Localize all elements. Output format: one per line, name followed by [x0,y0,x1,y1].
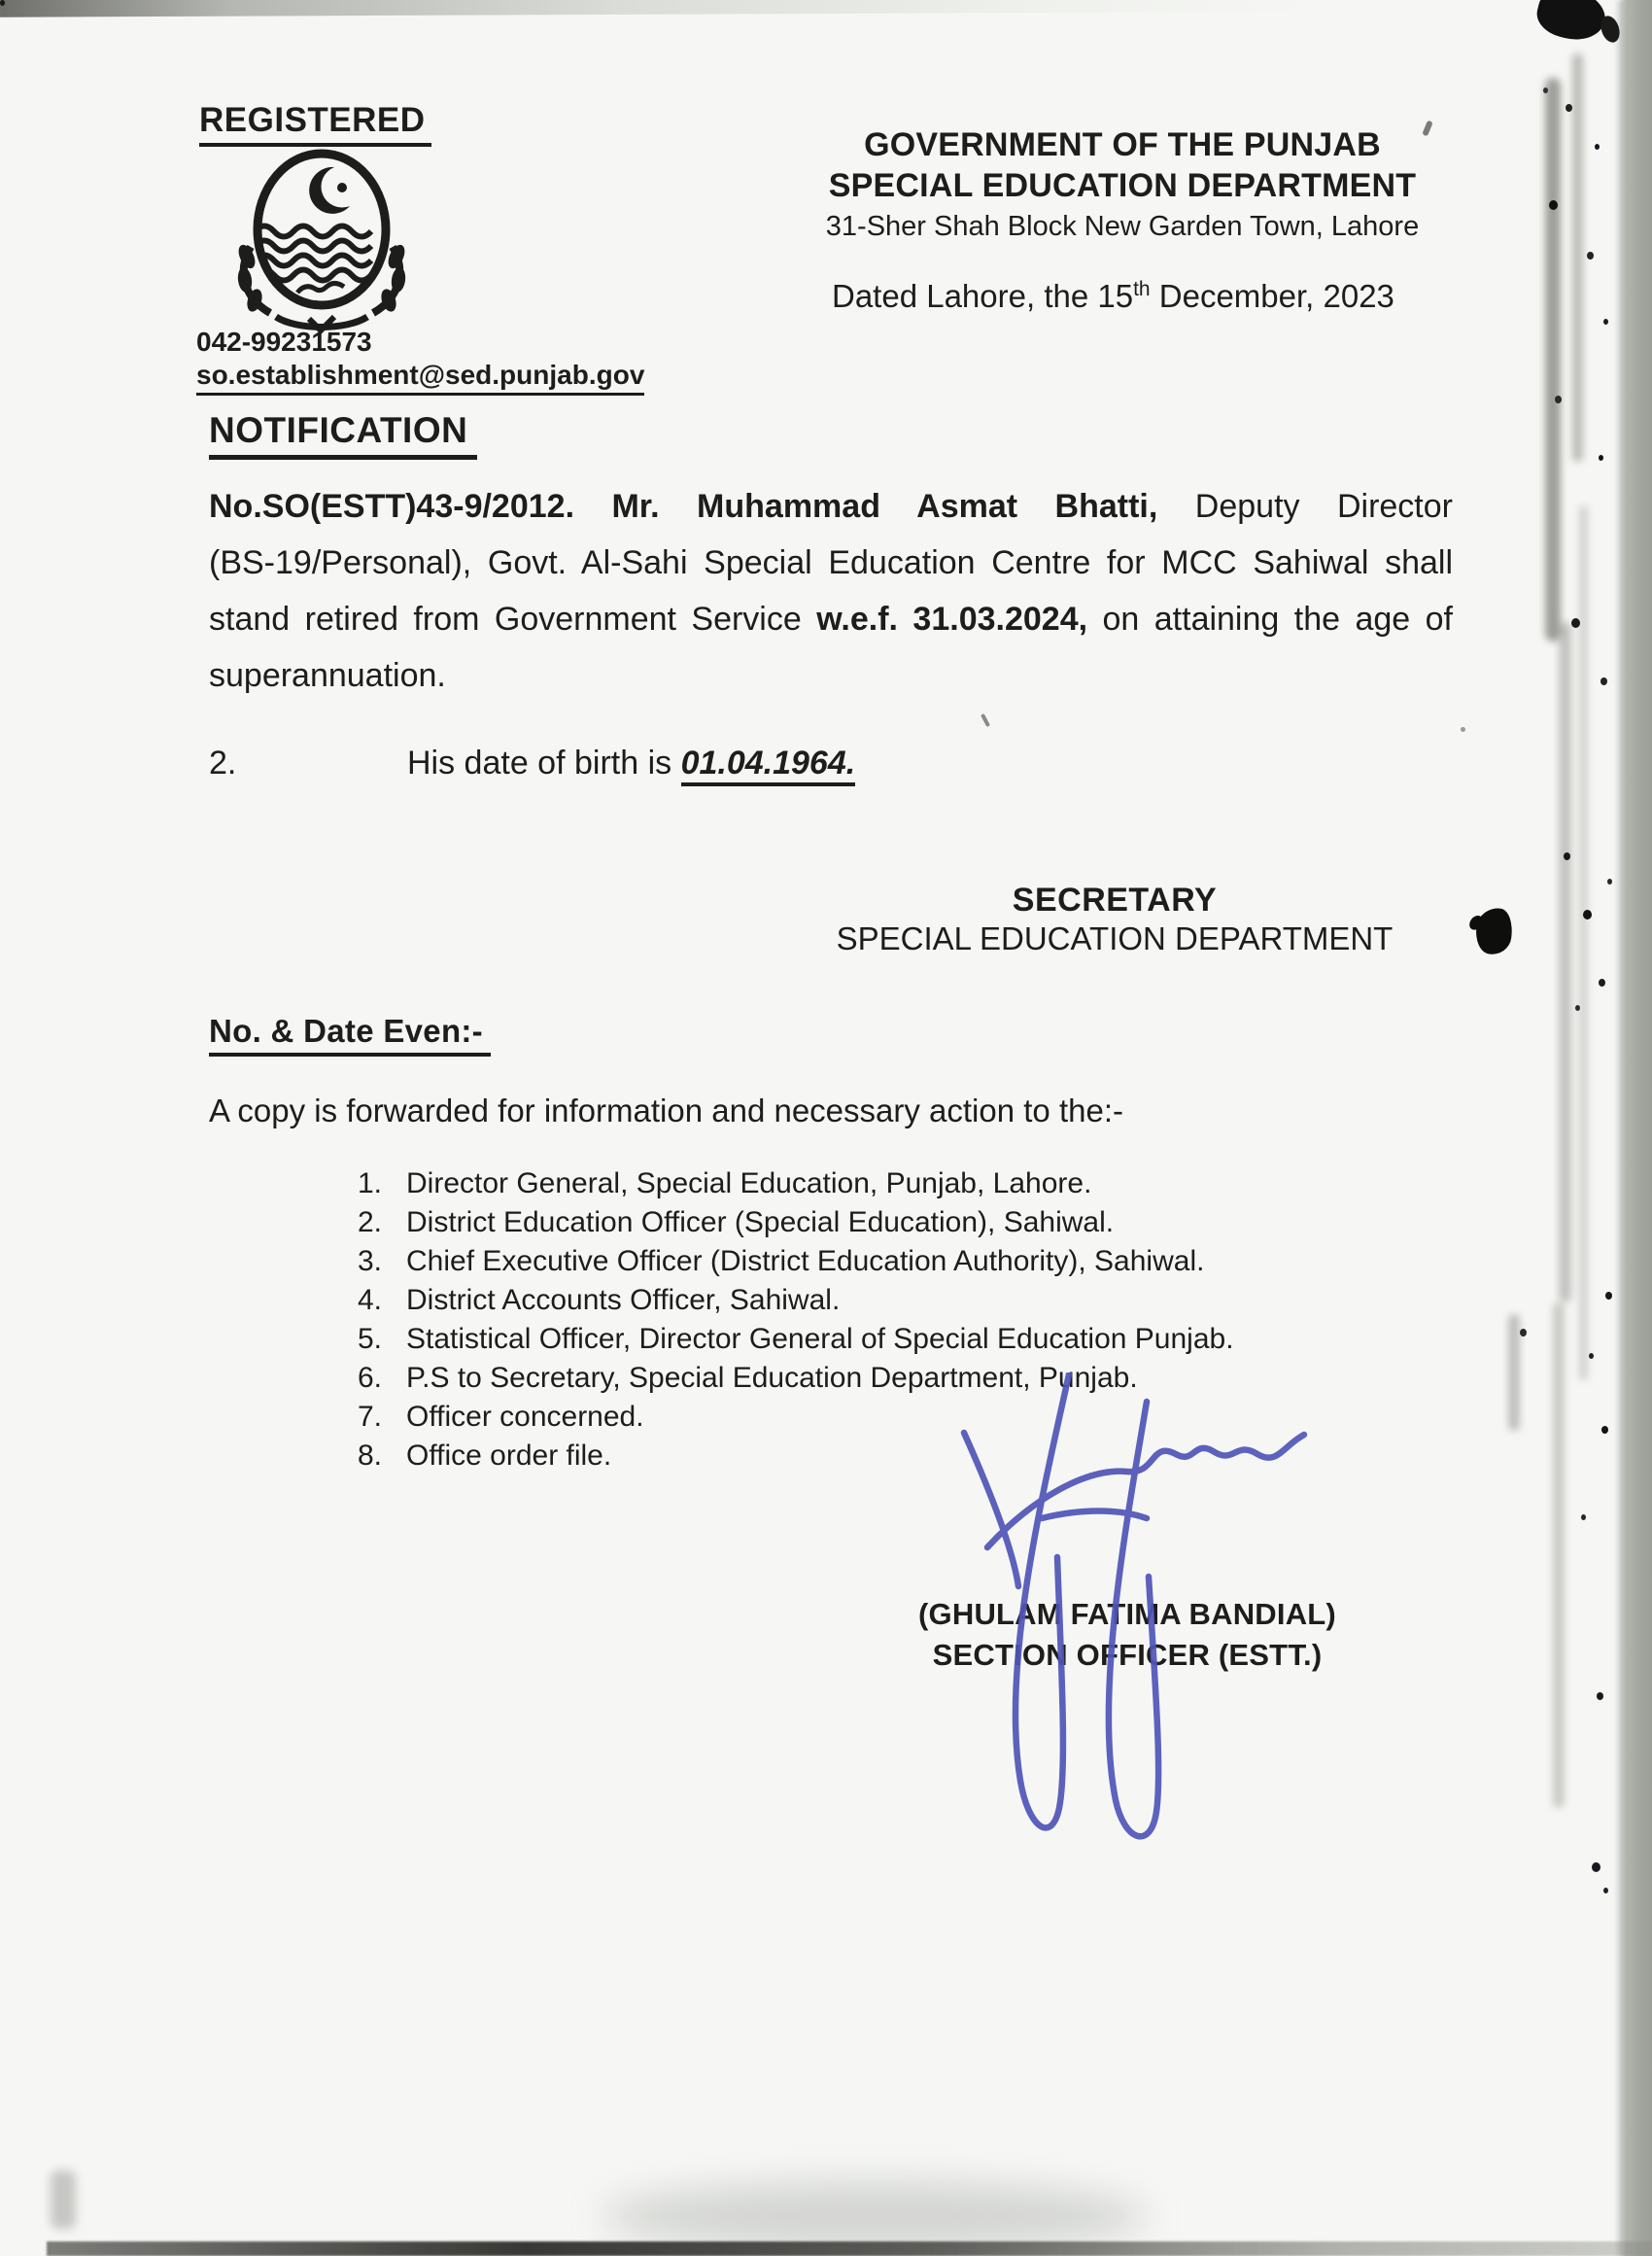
retirement-reason: on attaining the age of [1102,601,1453,638]
signatory-title: SECRETARY [1012,882,1218,919]
list-item-number: 5. [358,1323,383,1355]
list-item-text: Office order file. [406,1440,612,1472]
superannuation-word: superannuation. [209,657,446,694]
list-item-number: 3. [358,1245,383,1277]
list-item-text: Chief Executive Officer (District Education Authority), Sahiwal. [406,1245,1205,1277]
notification-paragraph-2 [209,745,855,782]
date-suffix: December, 2023 [1150,278,1394,314]
list-item-number: 8. [358,1440,383,1472]
scan-right-edge-shade [1617,0,1625,2256]
scan-right-edge-band [1619,0,1652,2256]
list-item [358,1320,1234,1359]
signatory-name: (GHULAM FATIMA BANDIAL) [918,1597,1336,1631]
list-item-number: 1. [358,1167,383,1199]
department-address: 31-Sher Shah Block New Garden Town, Lahore [825,211,1420,242]
list-item-text: Director General, Special Education, Punjab, Lahore. [406,1167,1092,1199]
paragraph-line [209,478,1453,535]
list-item-text: Statistical Officer, Director General of Special Education Punjab. [406,1323,1234,1355]
list-item [358,1164,1234,1203]
paragraph-line [209,647,1453,704]
date-ordinal-superscript: th [1133,278,1151,300]
list-item [358,1203,1234,1242]
scan-bottom-edge-band [47,2241,1652,2256]
distribution-heading: No. & Date Even:- [209,1013,491,1057]
scan-stray-mark [981,713,990,727]
scan-top-edge-artifact [0,0,1652,17]
scan-stray-mark [1461,727,1465,732]
scan-smudge-streak [1559,622,1571,1302]
scan-smudge-streak [1572,53,1583,462]
notification-paragraph-1 [209,478,1453,704]
office-phone-number: 042-99231573 [196,327,372,357]
notification-heading: NOTIFICATION [209,410,477,460]
list-item-number: 7. [358,1401,383,1433]
scan-smudge-streak [1508,1314,1520,1431]
list-item [358,1281,1234,1320]
registered-stamp-label: REGISTERED [199,101,431,147]
paragraph-number: 2. [209,745,237,781]
reference-number-and-officer-name: No.SO(ESTT)43-9/2012. Mr. Muhammad Asmat Bhatti, [209,488,1158,525]
retirement-effective-date: w.e.f. 31.03.2024, [816,601,1088,638]
list-item-number: 2. [358,1206,383,1238]
retirement-statement: stand retired from Government Service [209,601,802,638]
distribution-intro: A copy is forwarded for information and necessary action to the:- [209,1093,1123,1128]
officer-designation: Deputy Director [1194,488,1453,525]
department-title: SPECIAL EDUCATION DEPARTMENT [828,167,1417,204]
paragraph-line [209,535,1453,591]
punjab-crest-icon [200,142,443,339]
list-item-number: 4. [358,1284,383,1316]
scan-smudge-streak [1545,78,1561,642]
list-item-number: 6. [358,1362,383,1394]
date-prefix: Dated Lahore, the 15 [832,278,1134,314]
scan-smudge-streak [1579,505,1588,1380]
letter-date-line [832,278,1394,315]
scan-corner-ink-blob [1598,14,1623,45]
list-item [358,1242,1234,1281]
posting-details: (BS-19/Personal), Govt. Al-Sahi Special Education Centre for MCC Sahiwal shall [209,544,1453,581]
scan-bottom-shadow [602,2182,1147,2250]
handwritten-signature-icon [896,1372,1328,1868]
signatory-designation: SECTION OFFICER (ESTT.) [932,1638,1323,1672]
ink-smudge-blob [1473,906,1515,957]
paragraph-line [209,591,1453,647]
scan-smudge [51,2170,76,2229]
scan-corner-ink-blob [1532,0,1610,47]
letterhead-department-block [821,124,1424,244]
date-of-birth-value: 01.04.1964. [681,745,856,786]
government-title: GOVERNMENT OF THE PUNJAB [864,126,1381,163]
list-item-text: P.S to Secretary, Special Education Department, Punjab. [406,1362,1138,1394]
date-of-birth-statement: His date of birth is [407,745,681,781]
list-item-text: Officer concerned. [406,1401,644,1433]
office-email-address: so.establishment@sed.punjab.gov [196,360,644,396]
list-item-text: District Accounts Officer, Sahiwal. [406,1284,841,1316]
scan-speckles [0,0,5,6]
scan-smudge-streak [1553,1302,1565,1808]
signatory-department: SPECIAL EDUCATION DEPARTMENT [836,920,1394,956]
list-item-text: District Education Officer (Special Education), Sahiwal. [406,1206,1115,1238]
signatory-block [828,881,1401,958]
